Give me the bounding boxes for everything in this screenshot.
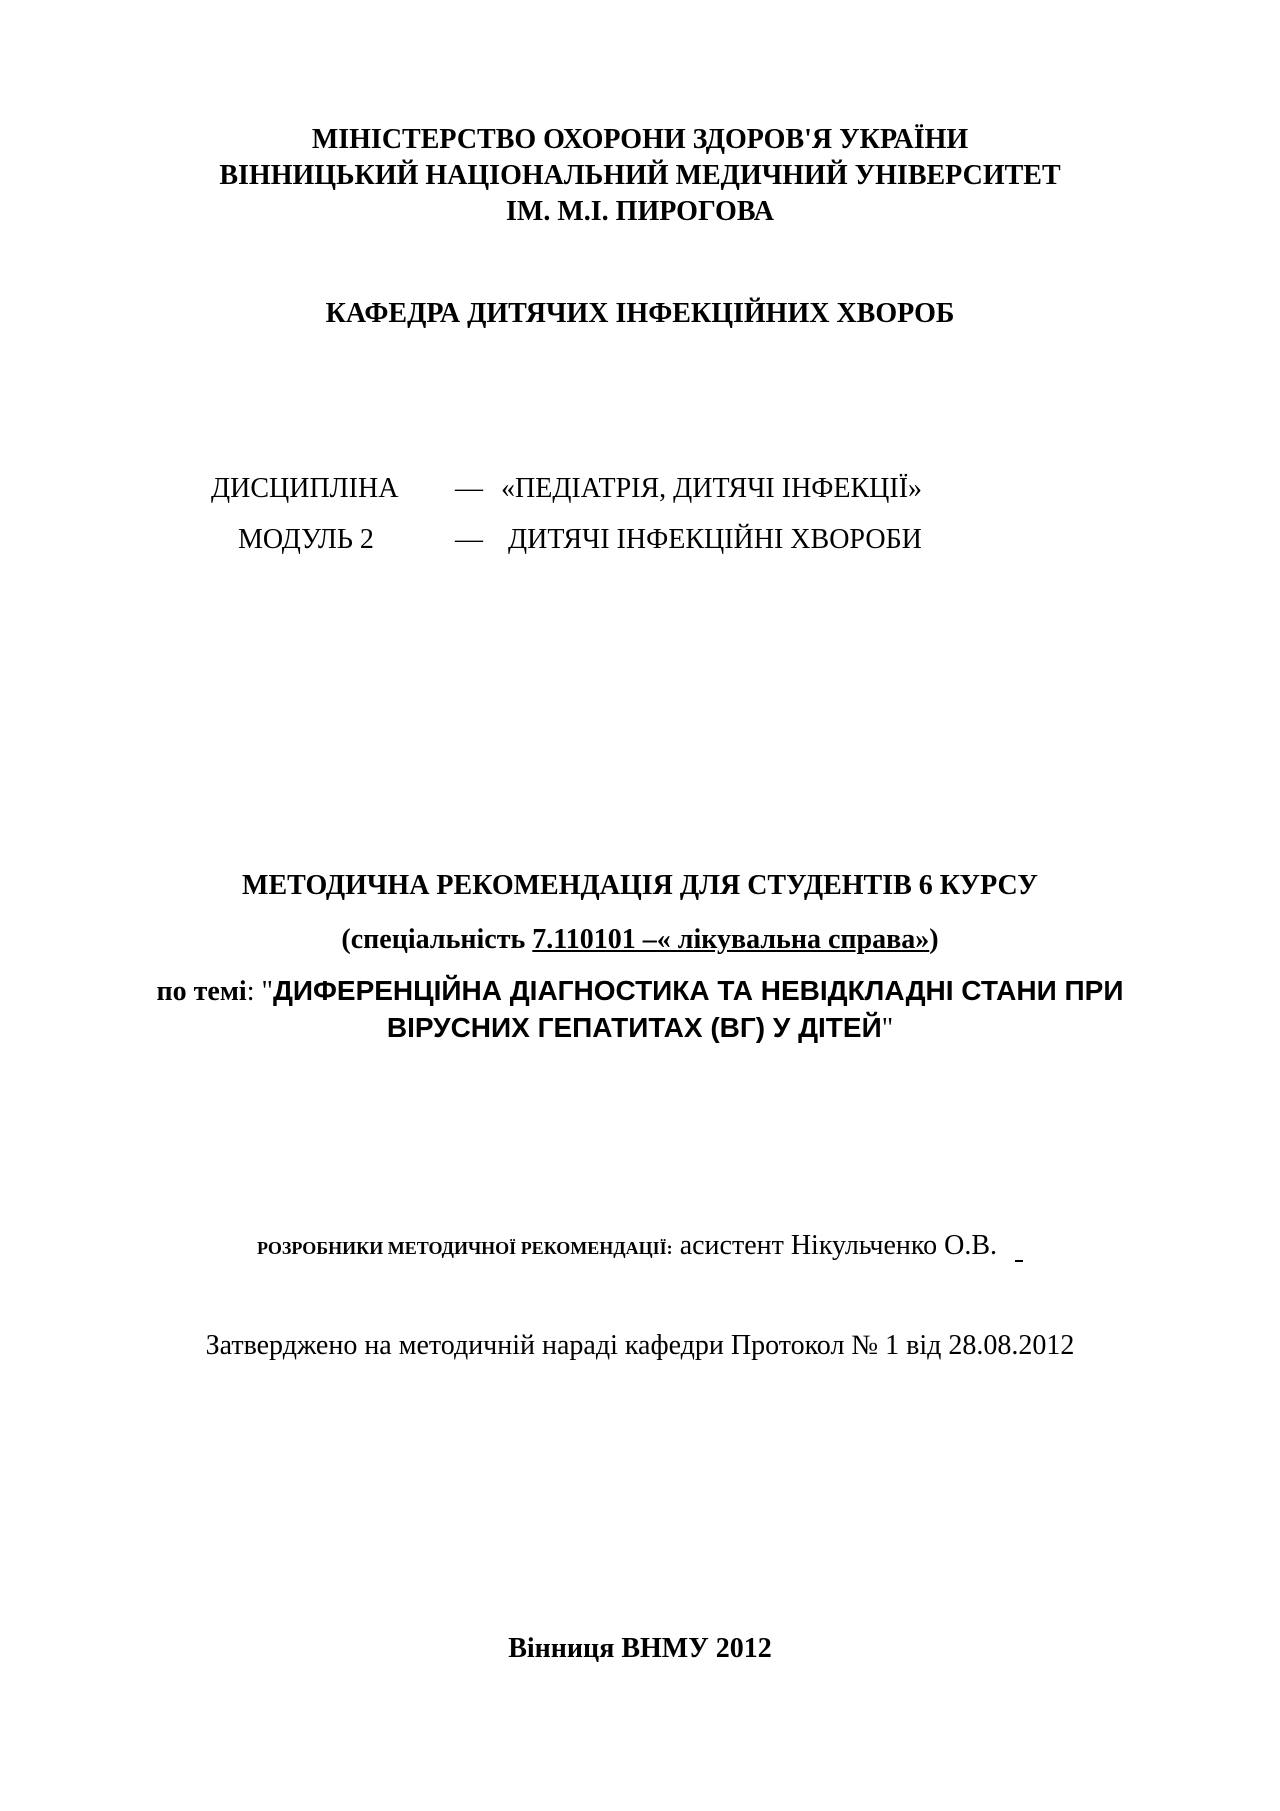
ministry-header [0, 122, 1280, 230]
topic-colon: : " [246, 976, 273, 1007]
recommendation-title: МЕТОДИЧНА РЕКОМЕНДАЦІЯ ДЛЯ СТУДЕНТІВ 6 КУРСУ [242, 870, 1038, 901]
signature-blank [1015, 1234, 1023, 1262]
developers-label: РОЗРОБНИКИ МЕТОДИЧНОЇ РЕКОМЕНДАЦІЇ: [256, 1238, 673, 1258]
header-line-named-after: ІМ. М.І. ПИРОГОВА [506, 196, 774, 227]
topic-block [0, 973, 1280, 1047]
module-dash: — [455, 524, 483, 555]
discipline-dash: — [455, 473, 483, 504]
developers-value: асистент Нікульченко О.В. [679, 1230, 997, 1261]
topic-close-quote: " [881, 1013, 894, 1044]
specialty-code: 7.110101 –« лікувальна справа» [532, 924, 930, 955]
developers-line [0, 1228, 1280, 1266]
discipline-value: «ПЕДІАТРІЯ, ДИТЯЧІ ІНФЕКЦІЇ» [501, 473, 923, 504]
department-title: КАФЕДРА ДИТЯЧИХ ІНФЕКЦІЙНИХ ХВОРОБ [325, 298, 955, 329]
specialty-open: (спеціальність [341, 924, 533, 955]
specialty-close: ) [929, 924, 939, 955]
footer-city-year: Вінниця ВНМУ 2012 [508, 1633, 772, 1664]
topic-prefix: по темі [156, 976, 247, 1007]
specialty-line [0, 922, 1280, 958]
module-value: ДИТЯЧІ ІНФЕКЦІЙНІ ХВОРОБИ [508, 524, 922, 555]
topic-text-line-2: ВІРУСНИХ ГЕПАТИТАХ (ВГ) У ДІТЕЙ [386, 1012, 882, 1043]
header-line-ministry: МІНІСТЕРСТВО ОХОРОНИ ЗДОРОВ'Я УКРАЇНИ [311, 124, 969, 155]
approval-line: Затверджено на методичній нараді кафедри Протокол № 1 від 28.08.2012 [205, 1330, 1075, 1361]
topic-line-2 [0, 1010, 1280, 1047]
discipline-label: ДИСЦИПЛІНА [211, 473, 399, 504]
header-line-university: ВІННИЦЬКИЙ НАЦІОНАЛЬНИЙ МЕДИЧНИЙ УНІВЕРСИТЕТ [219, 160, 1061, 191]
topic-line-1 [0, 973, 1280, 1010]
topic-text-line-1: ДИФЕРЕНЦІЙНА ДІАГНОСТИКА ТА НЕВІДКЛАДНІ СТАНИ ПРИ [272, 975, 1124, 1006]
module-label: МОДУЛЬ 2 [238, 524, 374, 555]
